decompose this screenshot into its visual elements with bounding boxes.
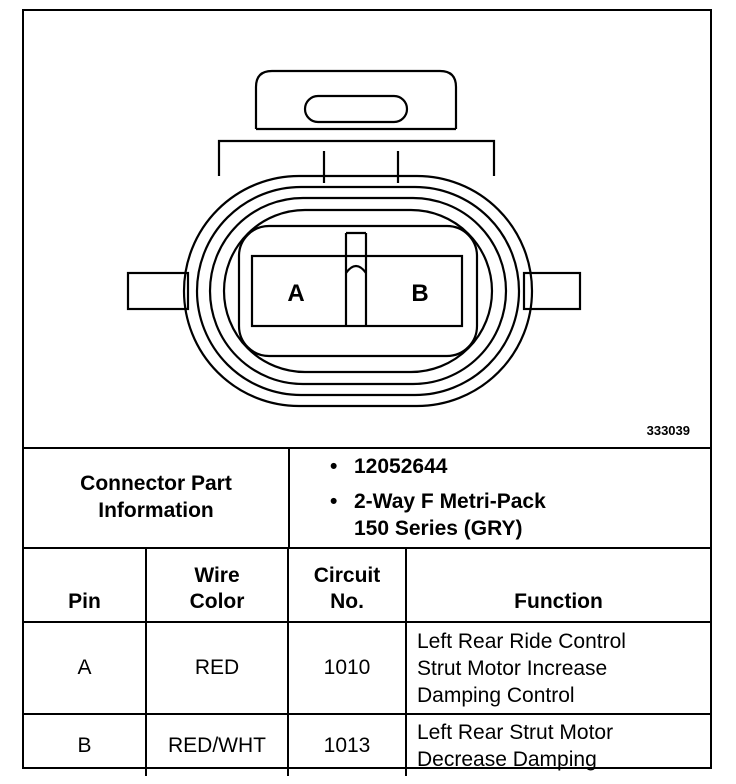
part-info-list <box>290 453 710 550</box>
pinout-table <box>24 547 710 776</box>
table-row <box>24 714 710 776</box>
cell-pin: B <box>24 714 146 776</box>
table-header-row <box>24 547 710 622</box>
part-info-item <box>290 488 710 542</box>
cell-function: Left Rear Ride Control Strut Motor Increase Damping Control <box>406 622 710 714</box>
cell-circuit: 1013 <box>288 714 406 776</box>
cell-circuit: 1010 <box>288 622 406 714</box>
connector-pinout-sheet <box>22 9 712 769</box>
connector-type: 2-Way F Metri-Pack 150 Series (GRY) <box>354 490 546 540</box>
cell-wire-color: RED <box>146 622 288 714</box>
left-ear <box>128 273 188 309</box>
pin-b-label: B <box>411 280 429 307</box>
part-info-section <box>24 447 710 549</box>
cell-pin: A <box>24 622 146 714</box>
pin-a-label: A <box>287 280 305 307</box>
part-info-label-text: Connector Part Information <box>80 472 232 522</box>
table-row <box>24 622 710 714</box>
cavity <box>239 226 477 356</box>
bullet-icon: • <box>330 490 338 513</box>
bullet-icon: • <box>330 455 338 478</box>
figure-id: 333039 <box>646 423 690 438</box>
part-info-label <box>24 447 290 547</box>
cell-function: Left Rear Strut Motor Decrease Damping <box>406 714 710 776</box>
header-wire-color: Wire Color <box>146 547 288 622</box>
connector-drawing <box>24 11 710 447</box>
header-pin: Pin <box>24 547 146 622</box>
cell-wire-color: RED/WHT <box>146 714 288 776</box>
header-function: Function <box>406 547 710 622</box>
connector-diagram <box>24 11 710 449</box>
part-number: 12052644 <box>354 455 448 478</box>
part-info-item <box>290 453 710 480</box>
latch-tab <box>256 71 456 129</box>
latch-slot <box>305 96 407 122</box>
header-circuit: Circuit No. <box>288 547 406 622</box>
